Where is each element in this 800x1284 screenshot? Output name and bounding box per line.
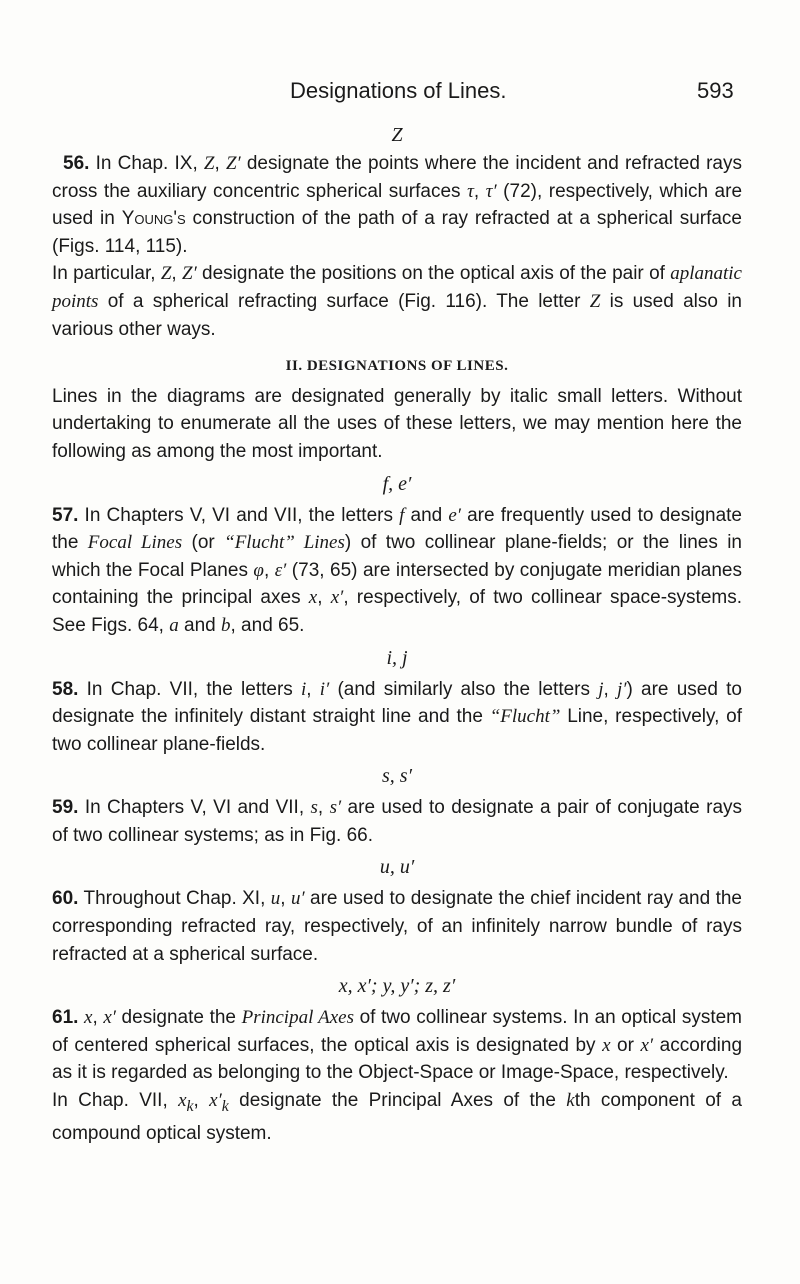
letter-heading-z: Z [391, 124, 403, 146]
symbol: Z′ [182, 263, 197, 285]
symbol: u [270, 888, 281, 910]
symbol: x′ [103, 1007, 116, 1029]
symbol: x [84, 1007, 93, 1029]
page-header [0, 78, 800, 108]
symbol: x′ [209, 1090, 222, 1112]
text-run: , [280, 888, 291, 910]
text-run: designate the [115, 1007, 242, 1029]
italic-term: Principal Axes [241, 1007, 354, 1029]
letter-heading-fe: f, e′ [382, 472, 412, 495]
text-run: ) are used to designate the infinitely distant straight line and the [52, 678, 743, 728]
text-run: designate the positions on the optical axis of the pair of [196, 263, 671, 285]
symbol: Z [203, 153, 215, 174]
paragraph-60 [52, 885, 742, 968]
symbol: b [221, 614, 231, 636]
name-young: Young's [121, 208, 186, 230]
letter-heading-ij: i, j [386, 646, 408, 669]
symbol: f [399, 504, 405, 526]
italic-term: aplanatic points [52, 263, 742, 312]
text-run: Throughout Chap. XI, [78, 888, 271, 910]
paragraph-57 [52, 502, 742, 640]
symbol: s [310, 797, 318, 819]
letter-heading-ss: s, s′ [382, 765, 412, 788]
text-run: and [404, 504, 449, 526]
page-body [52, 120, 742, 1148]
text-run: , [306, 678, 320, 700]
text-run: (72), respectively, which are used in [52, 180, 743, 230]
paragraph-number: 61. [52, 1007, 79, 1029]
text-run: In Chapters V, VI and VII, the letters [78, 504, 400, 526]
symbol: j [598, 678, 604, 700]
text-run: In Chapters V, VI and VII, [78, 797, 311, 819]
text-run: designate the Principal Axes of the [228, 1090, 567, 1112]
italic-term: “Flucht” [489, 706, 561, 728]
symbol: i [301, 678, 307, 700]
subscript: k [186, 1097, 194, 1115]
text-run: In Chap. VII, the letters [78, 678, 301, 700]
paragraph-number: 60. [52, 888, 79, 910]
paragraph-61-continued [52, 1087, 742, 1148]
text-run: are used to designate the chief incident ray and the corresponding refracted ray, respectively, of an infinitely narrow bundle of rays refracted at a spherical surface. [52, 888, 742, 965]
symbol: x′ [640, 1034, 654, 1056]
paragraph-number: 58. [52, 678, 79, 700]
text-run: Line, respectively, of two collinear plane-fields. [52, 706, 742, 755]
paragraph-number: 56. [63, 153, 90, 174]
text-run: of two collinear systems. In an optical system of centered spherical surfaces, the optical axis is designated by [52, 1007, 743, 1056]
symbol: Z [160, 263, 172, 285]
text-run: , respectively, of two collinear space-systems. See Figs. 64, [52, 587, 742, 636]
text-run: , [214, 153, 226, 174]
page-number: 593 [697, 78, 734, 103]
symbol: s′ [329, 797, 342, 819]
section-heading: II. DESIGNATIONS OF LINES. [285, 358, 509, 375]
letter-heading-xyz: x, x′; y, y′; z, z′ [338, 975, 456, 998]
text-run: In Chap. IX, [89, 153, 204, 174]
subscript: k [221, 1097, 229, 1115]
paragraph-59 [52, 794, 742, 849]
paragraph-61 [52, 1004, 742, 1087]
symbol: e′ [448, 504, 461, 526]
text-run: In Chap. VII, [52, 1090, 179, 1112]
text-run: of a spherical refracting surface (Fig. 116). The letter [98, 290, 590, 312]
text-run: , [263, 559, 275, 581]
paragraph-number: 59. [52, 797, 79, 819]
text-run: th component of a compound optical system. [52, 1090, 742, 1145]
text-run: and [178, 614, 221, 636]
symbol: τ [467, 180, 474, 202]
section-intro: Lines in the diagrams are designated generally by italic small letters. Without undertaking to enumerate all the uses of these letters, we may mention here the following as among the most important. [52, 385, 742, 462]
text-run: are used to designate a pair of conjugate rays of two collinear systems; as in Fig. 66. [52, 797, 743, 846]
symbol: Z [589, 290, 601, 312]
paragraph-56-continued [52, 260, 742, 343]
symbol: i′ [319, 678, 330, 700]
text-run: (and similarly also the letters [329, 678, 599, 700]
text-run: is used also in various other ways. [52, 290, 742, 340]
text-run: construction of the path of a ray refracted at a spherical surface (Figs. 114, 115). [52, 208, 743, 257]
text-run: , [193, 1090, 210, 1112]
text-run: or [610, 1034, 641, 1056]
running-title: Designations of Lines. [290, 78, 507, 103]
text-run: ) of two collinear plane-fields; or the lines in which the Focal Planes [52, 532, 742, 581]
letter-heading-uu: u, u′ [379, 856, 415, 879]
italic-term: Focal Lines [87, 532, 183, 554]
text-run: , [92, 1007, 104, 1029]
symbol: x [602, 1034, 611, 1056]
text-run: (or [182, 532, 225, 554]
symbol: ε′ [274, 559, 287, 581]
paragraph-number: 57. [52, 504, 79, 526]
symbol: u′ [290, 888, 305, 910]
text-run: according as it is regarded as belonging to the Object-Space or Image-Space, respectively. [52, 1034, 743, 1084]
text-run: , [603, 678, 618, 700]
text-run: , [317, 587, 331, 609]
symbol: j′ [617, 678, 627, 700]
paragraph-58 [52, 676, 742, 759]
text-run: designate the points where the incident and refracted rays cross the auxiliary concentric spherical surfaces [52, 153, 743, 202]
symbol: x′ [330, 587, 344, 609]
text-run: , [317, 797, 330, 819]
symbol: φ [253, 559, 264, 581]
symbol: k [566, 1090, 575, 1112]
paragraph-56 [52, 150, 742, 260]
text-run: , and 65. [230, 614, 305, 636]
italic-term: “Flucht” Lines [224, 532, 345, 554]
symbol: τ′ [485, 180, 497, 202]
symbol: x [308, 587, 318, 609]
text-run: In particular, [52, 263, 161, 285]
text-run: (73, 65) are intersected by conjugate meridian planes containing the principal axes [52, 559, 742, 609]
text-run: , [171, 263, 182, 285]
symbol: Z′ [225, 153, 241, 174]
text-run: , [473, 180, 486, 202]
symbol: a [169, 614, 179, 636]
text-run: are frequently used to designate the [52, 504, 742, 554]
symbol: x [178, 1090, 187, 1112]
